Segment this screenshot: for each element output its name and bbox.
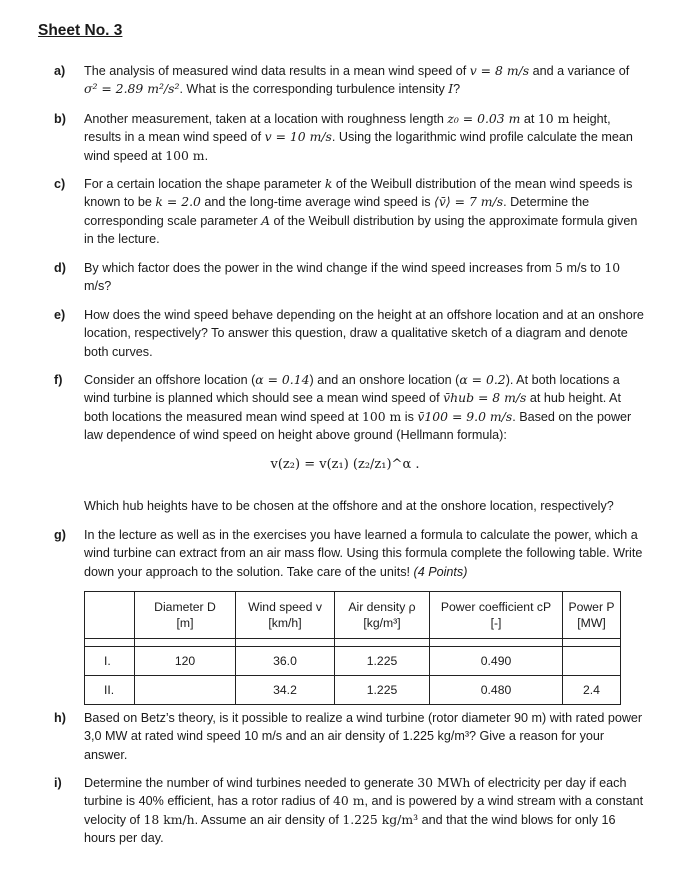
question-text: For a certain location the shape parameter k of the Weibull distribution of the mean wind speeds is known to be k = 2.0 and the long-time average wind speed is ⟨v̄⟩ = 7 m/s. Determine the corresponding scale parameter A of the Weibull distribution by using the approximate formula given in the lecture. <box>84 176 638 247</box>
table-cell: 0.480 <box>430 676 563 705</box>
question-text: Determine the number of wind turbines needed to generate 30 MWh of electricity per day if each turbine is 40% efficient, has a rotor radius of 40 m, and is powered by a wind stream with a constant velocity of 18 km/h. Assume an air density of 1.225 kg/m³ and that the wind blows for only 16 hours per day. <box>84 775 644 846</box>
question-a <box>54 62 644 99</box>
question-d <box>54 259 644 296</box>
question-text: How does the wind speed behave depending on the height at an offshore location and at an onshore location, respectively? To answer this question, draw a qualitative sketch of a diagram and denote both curves. <box>84 308 644 359</box>
question-label: h) <box>54 711 66 725</box>
question-b <box>54 110 644 165</box>
points-note: (4 Points) <box>413 564 468 579</box>
header-cell: Diameter D [m] <box>135 592 236 639</box>
table-row <box>85 647 621 676</box>
question-label: b) <box>54 112 66 126</box>
question-text: Another measurement, taken at a location with roughness length z₀ = 0.03 m at 10 m height, results in a mean wind speed of v = 10 m/s. Using the logarithmic wind profile calculate the mean wind speed at 100 m. <box>84 111 633 163</box>
table-row <box>85 676 621 705</box>
table-cell: 2.4 <box>563 676 621 705</box>
table-cell: 1.225 <box>335 676 430 705</box>
table-cell: 1.225 <box>335 647 430 676</box>
question-g <box>54 526 644 581</box>
question-text: Based on Betz’s theory, is it possible to realize a wind turbine (rotor diameter 90 m) with rated power 3,0 MW at rated wind speed 10 m/s and an air density of 1.225 kg/m³? Give a reason for your answer. <box>84 711 643 762</box>
question-label: i) <box>54 776 62 790</box>
question-label: g) <box>54 528 66 542</box>
power-table <box>84 591 621 705</box>
table-cell: 36.0 <box>236 647 335 676</box>
question-text: In the lecture as well as in the exercises you have learned a formula to calculate the power, which a wind turbine can extract from an air mass flow. Using this formula complete the following table. Write down your approach to the solution. Take care of the units! (4 Points) <box>84 528 643 579</box>
question-label: a) <box>54 64 66 78</box>
table-cell: 34.2 <box>236 676 335 705</box>
spacer-row <box>85 639 621 647</box>
header-cell <box>85 592 135 639</box>
question-text: The analysis of measured wind data results in a mean wind speed of v = 8 m/s and a variance of σ² = 2.89 m²/s². What is the corresponding turbulence intensity I? <box>84 63 630 97</box>
question-e <box>54 306 644 361</box>
question-text: By which factor does the power in the wind change if the wind speed increases from 5 m/s to 10 m/s? <box>84 260 621 294</box>
question-label: d) <box>54 261 66 275</box>
question-c <box>54 175 644 249</box>
question-h <box>54 709 644 764</box>
table-header-row <box>85 592 621 639</box>
table-cell <box>135 676 236 705</box>
question-f <box>54 371 644 445</box>
row-label: II. <box>85 676 135 705</box>
header-cell: Power P [MW] <box>563 592 621 639</box>
question-label: f) <box>54 373 63 387</box>
header-cell: Air density ρ [kg/m³] <box>335 592 430 639</box>
row-label: I. <box>85 647 135 676</box>
table-cell: 0.490 <box>430 647 563 676</box>
table-cell: 120 <box>135 647 236 676</box>
hellmann-formula: v(z₂) = v(z₁) (z₂/z₁)^α . <box>270 457 420 472</box>
question-label: e) <box>54 308 66 322</box>
question-text: Which hub heights have to be chosen at the offshore and at the onshore location, respectively? <box>84 499 614 513</box>
question-i <box>54 774 644 848</box>
header-cell: Wind speed v [km/h] <box>236 592 335 639</box>
table-cell <box>563 647 621 676</box>
question-text: Consider an offshore location (α = 0.14) and an onshore location (α = 0.2). At both locations a wind turbine is planned which should see a mean wind speed of v̄hub = 8 m/s at hub height. At both locations the measured mean wind speed at 100 m is v̄100 = 9.0 m/s. Based on the power law dependence of wind speed on height above ground (Hellmann formula): <box>84 372 632 443</box>
sheet-title: Sheet No. 3 <box>38 22 123 39</box>
question-f-followup <box>54 497 644 515</box>
header-cell: Power coefficient cP [-] <box>430 592 563 639</box>
question-label: c) <box>54 177 66 191</box>
